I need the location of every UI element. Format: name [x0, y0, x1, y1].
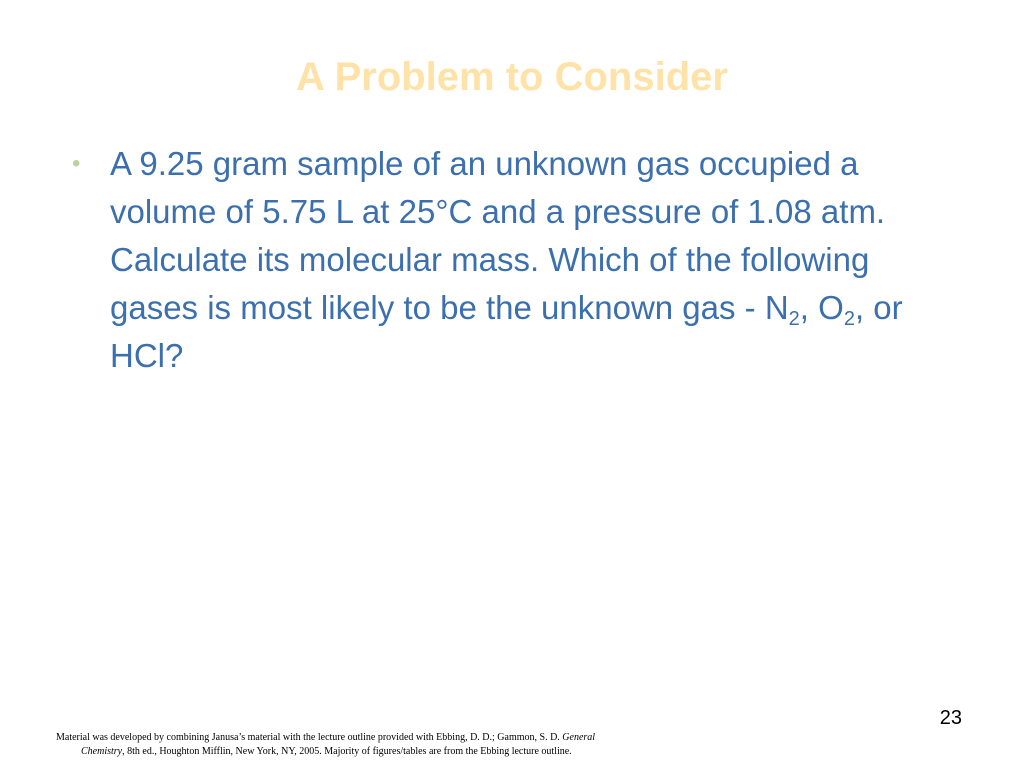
bullet-text-part1: A 9.25 gram sample of an unknown gas occupied a volume of 5.75 L at 25°C and a pressure of 1.08 atm. Calculate its molecular mass. Which of the following gases is most likely to be the unknown gas - N: [110, 145, 886, 326]
slide-body: [70, 140, 950, 380]
bullet-text-part3: , or HCl?: [110, 289, 903, 374]
bullet-text: [110, 140, 940, 380]
footer-line1-italic: General: [562, 732, 596, 743]
bullet-text-part2: , O: [799, 289, 844, 326]
footer-line2-italic: Chemistry: [81, 746, 123, 757]
bullet-marker: •: [72, 150, 81, 177]
footer-citation: [56, 731, 696, 759]
footer-line2-text: , 8th ed., Houghton Mifflin, New York, NY, 2005. Majority of figures/tables are from the Ebbing lecture outline.: [122, 746, 572, 757]
footer-line2: [56, 745, 696, 759]
subscript-n2: 2: [788, 308, 800, 330]
footer-line1-text: Material was developed by combining Janusa’s material with the lecture outline provided with Ebbing, D. D.; Gammon, S. D.: [56, 732, 563, 743]
page-number: 23: [939, 707, 962, 729]
bullet-item: [70, 140, 950, 380]
subscript-o2: 2: [843, 308, 855, 330]
slide-title: A Problem to Consider: [296, 55, 728, 99]
